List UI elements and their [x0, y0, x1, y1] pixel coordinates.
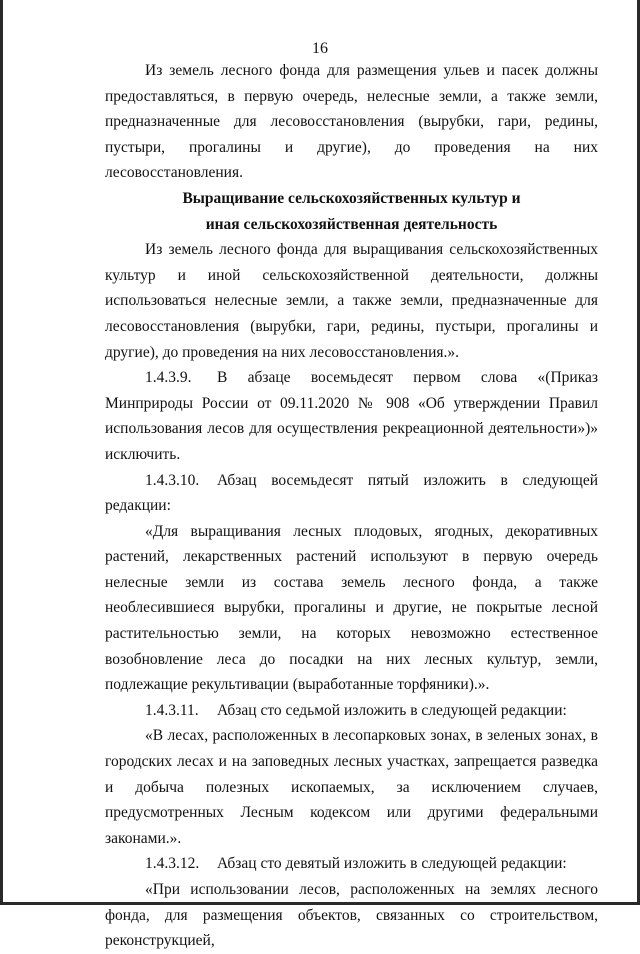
- page-number: 16: [312, 40, 328, 57]
- numbered-item-1-4-3-10: [105, 468, 598, 519]
- paragraph-forest-parks: «В лесах, расположенных в лесопарковых зонах, в зеленых зонах, в городских лесах и на заповедных лесных участках, запрещается разведка и добыча полезных ископаемых, за исключением случаев, предусмотренных Лесным кодексом или другими федеральными законами.».: [105, 727, 598, 847]
- item-text: Абзац сто девятый изложить в следующей редакции:: [217, 855, 567, 873]
- paragraph-beekeeping: Из земель лесного фонда для размещения ульев и пасек должны предоставляться, в первую очередь, нелесные земли, а также земли, предназначенные для лесовосстановления (вырубки, гари, редины, пустыри, прогалины и другие), до проведения на них лесовосстановления.: [105, 62, 598, 182]
- item-number: 1.4.3.10.: [145, 471, 200, 489]
- numbered-item-1-4-3-9: [105, 365, 598, 467]
- paragraph-agriculture: Из земель лесного фонда для выращивания сельскохозяйственных культур и иной сельскохозяйственной деятельности, должны использоваться нелесные земли, а также земли, предназначенные для лесовосстановления (вырубки, гари, редины, пустыри, прогалины и другие), до проведения на них лесовосстановления.».: [105, 241, 598, 361]
- item-number: 1.4.3.12.: [145, 855, 200, 873]
- numbered-item-1-4-3-12: [105, 851, 598, 877]
- scan-border-left: [0, 0, 3, 905]
- section-heading-line-2: иная сельскохозяйственная деятельность: [205, 215, 498, 233]
- numbered-item-1-4-3-11: [105, 698, 598, 724]
- item-text: Абзац восемьдесят пятый изложить в следующей редакции:: [105, 471, 598, 515]
- item-number: 1.4.3.9.: [145, 369, 192, 387]
- document-body: [105, 58, 598, 954]
- paragraph-construction: «При использовании лесов, расположенных на землях лесного фонда, для размещения объектов, связанных со строительством, реконструкцией,: [105, 881, 598, 950]
- item-number: 1.4.3.11.: [145, 701, 199, 719]
- item-text: Абзац сто седьмой изложить в следующей редакции:: [217, 701, 567, 719]
- section-heading-line-1: Выращивание сельскохозяйственных культур и: [182, 189, 521, 207]
- item-text: В абзаце восемьдесят первом слова «(Приказ Минприроды России от 09.11.2020 № 908 «Об утверждении Правил использования лесов для осуществления рекреационной деятельности»)» исключить.: [105, 369, 598, 463]
- paragraph-fruit-growing: «Для выращивания лесных плодовых, ягодных, декоративных растений, лекарственных растений используют в первую очередь нелесные земли из состава земель лесного фонда, а также необлесившиеся вырубки, прогалины и другие, не покрытые лесной растительностью земли, на которых невозможно естественное возобновление леса до посадки на них лесных культур, земли, подлежащие рекультивации (выработанные торфяники).».: [105, 522, 598, 694]
